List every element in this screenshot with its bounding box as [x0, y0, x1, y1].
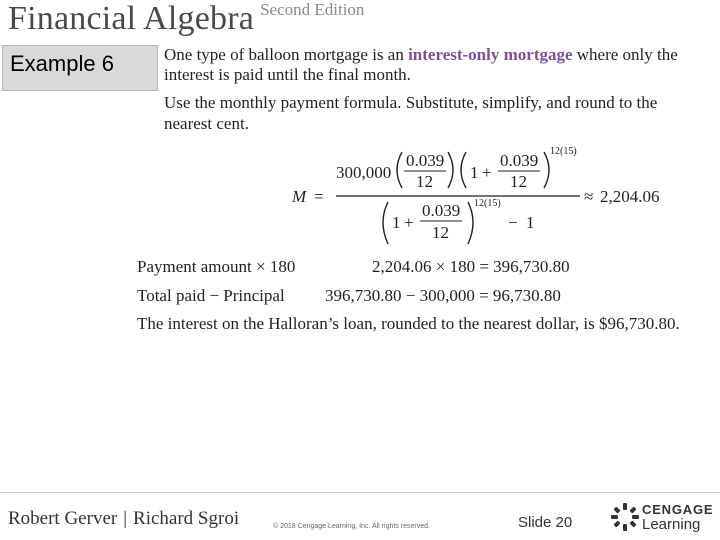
- num-left-paren-2: [461, 152, 466, 188]
- author-2: Richard Sgroi: [133, 508, 240, 529]
- num-exponent: 12(15): [550, 146, 577, 157]
- step-2-work: 396,730.80 − 300,000 = 96,730.80: [325, 286, 561, 305]
- num-rate-numerator-2: 0.039: [500, 151, 539, 170]
- book-title: Financial Algebra: [8, 0, 255, 37]
- copyright: © 2018 Cengage Learning, Inc. All rights reserved.: [273, 523, 430, 530]
- num-left-paren-1: [397, 152, 402, 188]
- instruction-line-2: nearest cent.: [164, 114, 249, 133]
- logo-text-cengage: CENGAGE: [642, 502, 714, 517]
- footer-divider: [0, 492, 720, 493]
- formula-result: 2,204.06: [600, 187, 660, 206]
- num-rate-numerator: 0.039: [406, 151, 445, 170]
- num-right-paren-1: [448, 152, 453, 188]
- authors: [8, 508, 239, 530]
- den-exponent: 12(15): [474, 198, 501, 209]
- page-title: [8, 0, 364, 38]
- den-rate-numerator: 0.039: [422, 201, 461, 220]
- example-label: Example 6: [10, 51, 114, 76]
- den-one-2: 1: [526, 213, 535, 232]
- step-1-work: 2,204.06 × 180 = 396,730.80: [372, 257, 570, 276]
- num-plus: +: [482, 163, 492, 182]
- den-plus: +: [404, 213, 414, 232]
- cengage-logo: [608, 500, 720, 536]
- author-1: Robert Gerver: [8, 508, 118, 529]
- edition-label: Second Edition: [260, 0, 365, 19]
- step-2-label: Total paid − Principal: [137, 286, 285, 305]
- logo-text-learning: Learning: [642, 516, 701, 533]
- den-right-paren: [468, 202, 473, 244]
- conclusion: The interest on the Halloran’s loan, rounded to the nearest dollar, is $96,730.80.: [137, 314, 680, 333]
- den-left-paren: [383, 202, 388, 244]
- den-one: 1: [392, 213, 401, 232]
- num-rate-denominator-2: 12: [510, 172, 527, 191]
- author-separator: |: [123, 508, 128, 529]
- numerator-principal: 300,000: [336, 163, 392, 182]
- highlight-term: interest-only mortgage: [408, 45, 573, 64]
- instruction-line-1: Use the monthly payment formula. Substitute, simplify, and round to the: [164, 93, 658, 112]
- formula-equals: =: [314, 187, 324, 206]
- num-rate-denominator: 12: [416, 172, 433, 191]
- intro-line-2: interest is paid until the final month.: [164, 65, 411, 84]
- den-minus: −: [508, 213, 518, 232]
- step-1-label: Payment amount × 180: [137, 257, 296, 276]
- cengage-logo-icon: [610, 502, 640, 532]
- den-rate-denominator: 12: [432, 223, 449, 242]
- slide-number: Slide 20: [518, 514, 573, 531]
- num-right-paren-2: [544, 152, 549, 188]
- intro-line-1: One type of balloon mortgage is an interest-only mortgage where only the: [164, 45, 678, 64]
- monthly-payment-formula: [280, 140, 700, 250]
- num-one: 1: [470, 163, 479, 182]
- formula-lhs: M: [292, 187, 307, 206]
- formula-approx: ≈: [584, 187, 594, 206]
